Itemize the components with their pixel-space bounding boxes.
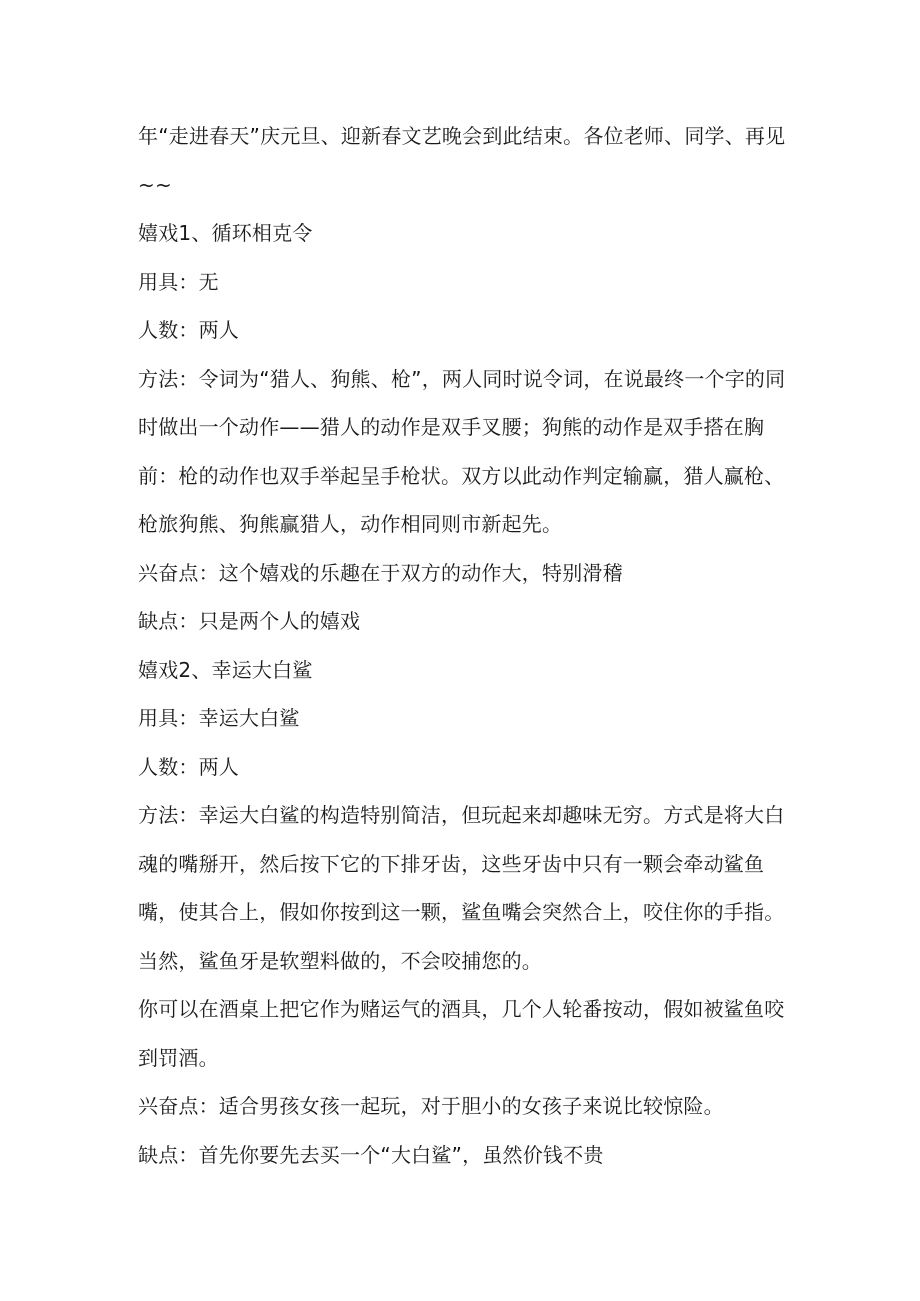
game-1-heading: 嬉戏1、循环相克令 <box>138 221 313 245</box>
closing-remark-paragraph: 年“走进春天”庆元旦、迎新春文艺晚会到此结束。各位老师、同学、再见~~ <box>138 124 786 197</box>
game-2-drawback: 缺点：首先你要先去买一个“大白鲨”，虽然价钱不贵 <box>138 1142 604 1167</box>
document-body <box>138 112 788 1179</box>
game-2-players: 人数：两人 <box>138 754 239 779</box>
game-1-players: 人数：两人 <box>138 318 239 342</box>
game-2-tools: 用具：幸运大白鲨 <box>138 706 300 730</box>
game-1-method: 方法：令词为“猎人、狗熊、枪”，两人同时说令词，在说最终一个字的同时做出一个动作——猎人的动作是双手叉腰；狗熊的动作是双手搭在胸前：枪的动作也双手举起呈手枪状。双方以此动作判定输赢，猎人赢枪、枪旅狗熊、狗熊赢猎人，动作相同则市新起先。 <box>138 366 786 536</box>
game-2-heading: 嬉戏2、幸运大白鲨 <box>138 657 313 682</box>
game-2-highlight: 兴奋点：适合男孩女孩一起玩，对于胆小的女孩子来说比较惊险。 <box>138 1094 724 1118</box>
game-1-tools: 用具：无 <box>138 269 219 294</box>
game-2-method: 方法：幸运大白鲨的构造特别简洁，但玩起来却趣味无穷。方式是将大白魂的嘴掰开，然后按下它的下排牙齿，这些牙齿中只有一颗会牵动鲨鱼嘴，使其合上，假如你按到这一颗，鲨鱼嘴会突然合上，咬住你的手指。当然，鲨鱼牙是软塑料做的，不会咬捕您的。 <box>138 803 785 973</box>
game-1-drawback: 缺点：只是两个人的嬉戏 <box>138 609 361 633</box>
game-2-usage: 你可以在酒桌上把它作为赌运气的酒具，几个人轮番按动，假如被鲨鱼咬到罚酒。 <box>138 997 785 1070</box>
game-1-highlight: 兴奋点：这个嬉戏的乐趣在于双方的动作大，特别滑稽 <box>138 560 623 585</box>
